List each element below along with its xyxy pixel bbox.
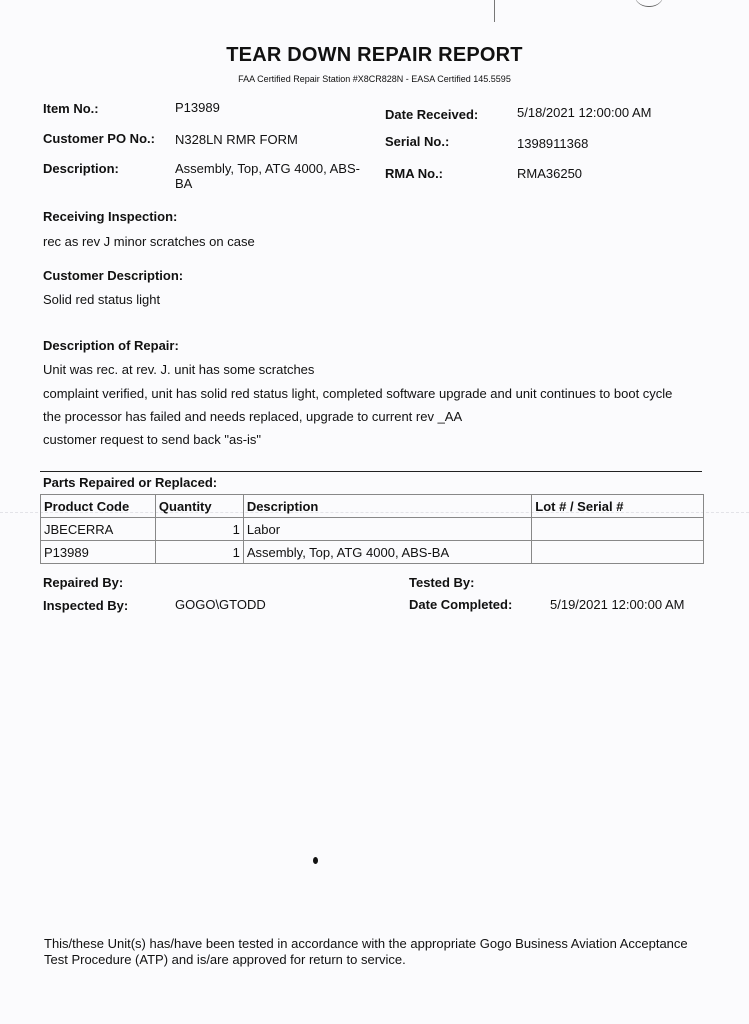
date-received-label: Date Received: xyxy=(385,107,479,122)
inspected-by-label: Inspected By: xyxy=(43,598,129,613)
date-received-value: 5/18/2021 12:00:00 AM xyxy=(517,105,652,120)
cell-quantity: 1 xyxy=(155,518,243,541)
cell-lot-serial xyxy=(532,541,704,564)
table-row xyxy=(41,541,704,564)
receiving-inspection-text: rec as rev J minor scratches on case xyxy=(43,234,255,249)
cell-quantity: 1 xyxy=(155,541,243,564)
description-label: Description: xyxy=(43,161,119,176)
item-no-value: P13989 xyxy=(175,100,220,115)
serial-no-value: 1398911368 xyxy=(517,136,589,151)
column-header-description: Description xyxy=(243,495,531,518)
date-completed-value: 5/19/2021 12:00:00 AM xyxy=(550,597,685,612)
repair-description-label: Description of Repair: xyxy=(43,338,179,353)
scan-mark xyxy=(494,0,495,22)
customer-description-label: Customer Description: xyxy=(43,268,184,283)
repair-line: complaint verified, unit has solid red status light, completed software upgrade and unit continues to boot cycle xyxy=(43,386,673,401)
parts-table xyxy=(40,494,704,564)
customer-description-text: Solid red status light xyxy=(43,292,161,307)
report-title: TEAR DOWN REPAIR REPORT xyxy=(226,44,523,66)
column-header-product-code: Product Code xyxy=(41,495,156,518)
cell-description: Assembly, Top, ATG 4000, ABS-BA xyxy=(243,541,531,564)
section-divider xyxy=(40,471,702,472)
repaired-by-label: Repaired By: xyxy=(43,575,124,590)
column-header-lot-serial: Lot # / Serial # xyxy=(532,495,704,518)
cell-description: Labor xyxy=(243,518,531,541)
serial-no-label: Serial No.: xyxy=(385,134,450,149)
tested-by-label: Tested By: xyxy=(409,575,475,590)
customer-po-label: Customer PO No.: xyxy=(43,131,155,146)
description-value: Assembly, Top, ATG 4000, ABS-BA xyxy=(175,161,360,191)
cell-product-code: P13989 xyxy=(41,541,156,564)
item-no-label: Item No.: xyxy=(43,101,99,116)
rma-no-label: RMA No.: xyxy=(385,166,444,181)
rma-no-value: RMA36250 xyxy=(517,166,583,181)
repair-line: customer request to send back "as-is" xyxy=(43,432,262,447)
ink-speck xyxy=(313,857,318,864)
cell-lot-serial xyxy=(532,518,704,541)
parts-label: Parts Repaired or Replaced: xyxy=(43,475,218,490)
inspected-by-value: GOGO\GTODD xyxy=(175,597,266,612)
receiving-inspection-label: Receiving Inspection: xyxy=(43,209,178,224)
certification-statement: This/these Unit(s) has/have been tested in accordance with the appropriate Gogo Business Aviation Acceptance Test Procedure (ATP) and is/are approved for return to service. xyxy=(44,936,688,967)
report-subtitle: FAA Certified Repair Station #X8CR828N - EASA Certified 145.5595 xyxy=(238,74,511,84)
parts-header-row xyxy=(41,495,704,518)
date-completed-label: Date Completed: xyxy=(409,597,513,612)
column-header-quantity: Quantity xyxy=(155,495,243,518)
customer-po-value: N328LN RMR FORM xyxy=(175,132,298,147)
repair-line: Unit was rec. at rev. J. unit has some scratches xyxy=(43,362,315,377)
table-row xyxy=(41,518,704,541)
repair-line: the processor has failed and needs replaced, upgrade to current rev _AA xyxy=(43,409,463,424)
cell-product-code: JBECERRA xyxy=(41,518,156,541)
scan-mark-arc xyxy=(634,0,664,7)
